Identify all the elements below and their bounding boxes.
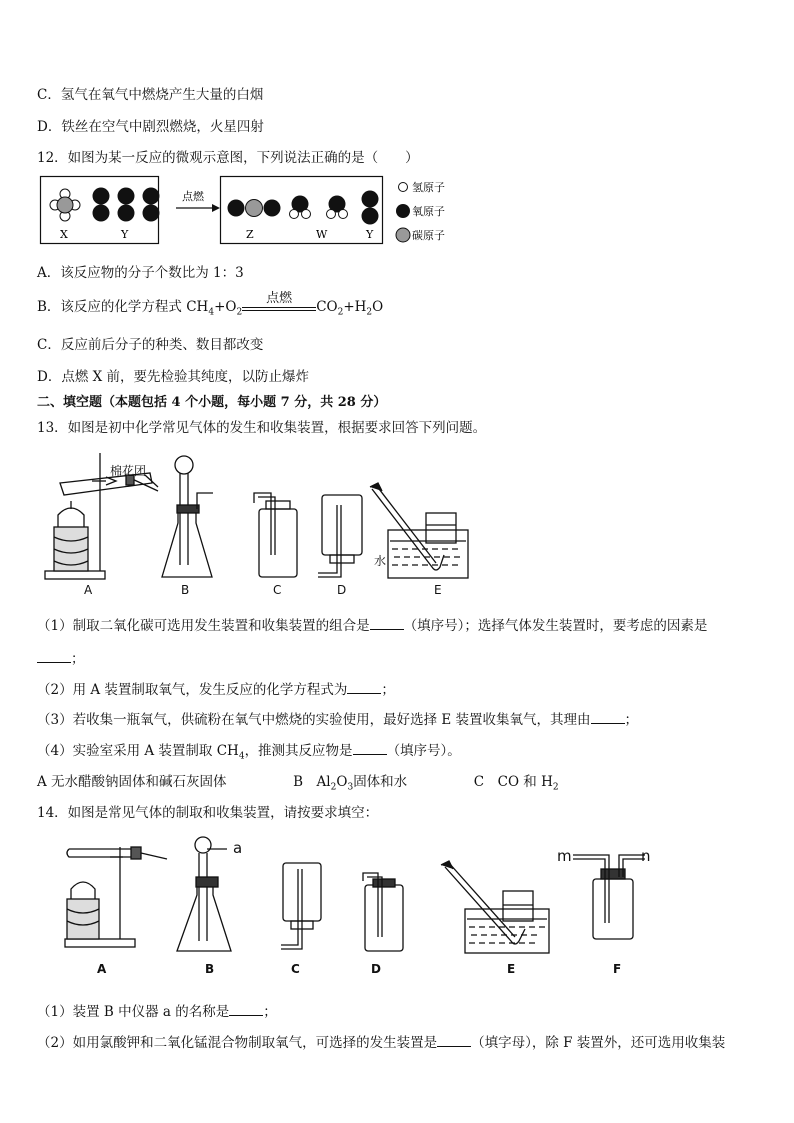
q14-part2: （2）如用氯酸钾和二氧化锰混合物制取氧气，可选择的发生装置是 （填字母），除 F 装置外，还可选用收集装 <box>37 1035 726 1051</box>
molecule-z <box>228 200 281 217</box>
q13-part1: （1）制取二氧化碳可选用发生装置和收集装置的组合是 （填序号）；选择气体发生装置时，要考虑的因素是 <box>37 618 708 634</box>
apparatus-13-d <box>318 495 362 577</box>
label-13-b: B <box>181 583 190 597</box>
label-instrument-a: a <box>233 839 243 857</box>
blank-14-2[interactable] <box>437 1034 471 1047</box>
cotton-label: 棉花团 <box>110 464 147 478</box>
label-14-e: E <box>507 962 516 976</box>
svg-text:氢原子: 氢原子 <box>412 181 445 194</box>
label-14-d: D <box>371 962 381 976</box>
label-14-a: A <box>97 962 107 976</box>
micro-diagram <box>40 176 460 248</box>
option-12a: A．该反应物的分子个数比为 1：3 <box>37 265 244 281</box>
arrow-label: 点燃 <box>182 190 204 203</box>
apparatus-14 <box>55 833 695 983</box>
blank-13-4[interactable] <box>353 742 387 755</box>
blank-13-1b[interactable] <box>37 650 71 663</box>
apparatus-14-b <box>177 837 231 951</box>
molecule-x <box>50 189 80 221</box>
q14-part1: （1）装置 B 中仪器 a 的名称是 ； <box>37 1004 277 1020</box>
label-13-a: A <box>84 583 93 597</box>
apparatus-13-c <box>254 493 297 577</box>
blank-13-3[interactable] <box>591 711 625 724</box>
label-w: W <box>316 228 328 241</box>
question-14: 14．如图是常见气体的制取和收集装置，请按要求填空： <box>37 805 379 821</box>
svg-text:氧原子: 氧原子 <box>412 205 445 218</box>
q13-options <box>37 770 559 793</box>
label-14-b: B <box>205 962 215 976</box>
question-12: 12．如图为某一反应的微观示意图，下列说法正确的是（ ） <box>37 150 419 166</box>
label-z: Z <box>246 228 254 241</box>
blank-13-2[interactable] <box>347 681 381 694</box>
apparatus-14-a <box>65 847 167 947</box>
legend <box>396 180 445 242</box>
water-label: 水 <box>374 554 387 568</box>
label-y2: Y <box>366 228 374 241</box>
equation-left: $CH_4+O_2$ <box>186 299 243 318</box>
option-13-c: C CO 和 $H_2$ <box>473 774 559 793</box>
option-12b: B．该反应的化学方程式 $CH_4+O_2$ 点燃 $CO_2+H_2O$ <box>37 291 384 318</box>
apparatus-13 <box>40 445 480 600</box>
apparatus-14-f <box>573 855 645 939</box>
label-14-c: C <box>291 962 300 976</box>
label-13-e: E <box>434 583 442 597</box>
apparatus-13-b <box>162 456 213 577</box>
option-12d: D．点燃 X 前，要先检验其纯度，以防止爆炸 <box>37 369 310 385</box>
equation-condition: 点燃 <box>242 300 316 311</box>
q13-part1-cont: ； <box>37 647 85 667</box>
option-c-prev: C．氢气在氧气中燃烧产生大量的白烟 <box>37 87 264 103</box>
q13-part2: （2）用 A 装置制取氧气，发生反应的化学方程式为 ； <box>37 682 395 698</box>
option-d-prev: D．铁丝在空气中剧烈燃烧，火星四射 <box>37 119 264 135</box>
molecule-y-group <box>93 188 160 222</box>
blank-14-1[interactable] <box>229 1003 263 1016</box>
option-13-a: A 无水醋酸钠固体和碱石灰固体 <box>37 774 227 790</box>
label-x: X <box>60 228 68 241</box>
equation-right: $CO_2+H_2O$ <box>316 299 384 318</box>
label-14-f: F <box>613 962 622 976</box>
molecule-w <box>290 196 348 219</box>
label-y: Y <box>121 228 129 241</box>
apparatus-14-e <box>441 861 549 953</box>
question-13: 13．如图是初中化学常见气体的发生和收集装置，根据要求回答下列问题。 <box>37 420 487 436</box>
molecule-y-left <box>362 191 379 225</box>
q13-part4: （4）实验室采用 A 装置制取 $CH_4$，推测其反应物是 （填序号）。 <box>37 743 461 762</box>
apparatus-14-d <box>363 873 403 951</box>
section-2-heading: 二、填空题（本题包括 4 个小题，每小题 7 分，共 28 分） <box>37 395 387 410</box>
option-13-b: B $Al_2O_3$固体和水 <box>293 774 408 793</box>
q13-part3: （3）若收集一瓶氧气，供硫粉在氧气中燃烧的实验使用，最好选择 E 装置收集氧气，其理由 ； <box>37 712 639 728</box>
blank-13-1a[interactable] <box>370 617 404 630</box>
label-port-m: m <box>557 847 572 865</box>
label-13-c: C <box>273 583 282 597</box>
label-port-n: n <box>641 847 651 865</box>
apparatus-14-c <box>281 863 321 949</box>
svg-text:碳原子: 碳原子 <box>412 229 445 242</box>
option-12c: C．反应前后分子的种类、数目都改变 <box>37 337 264 353</box>
label-13-d: D <box>337 583 347 597</box>
